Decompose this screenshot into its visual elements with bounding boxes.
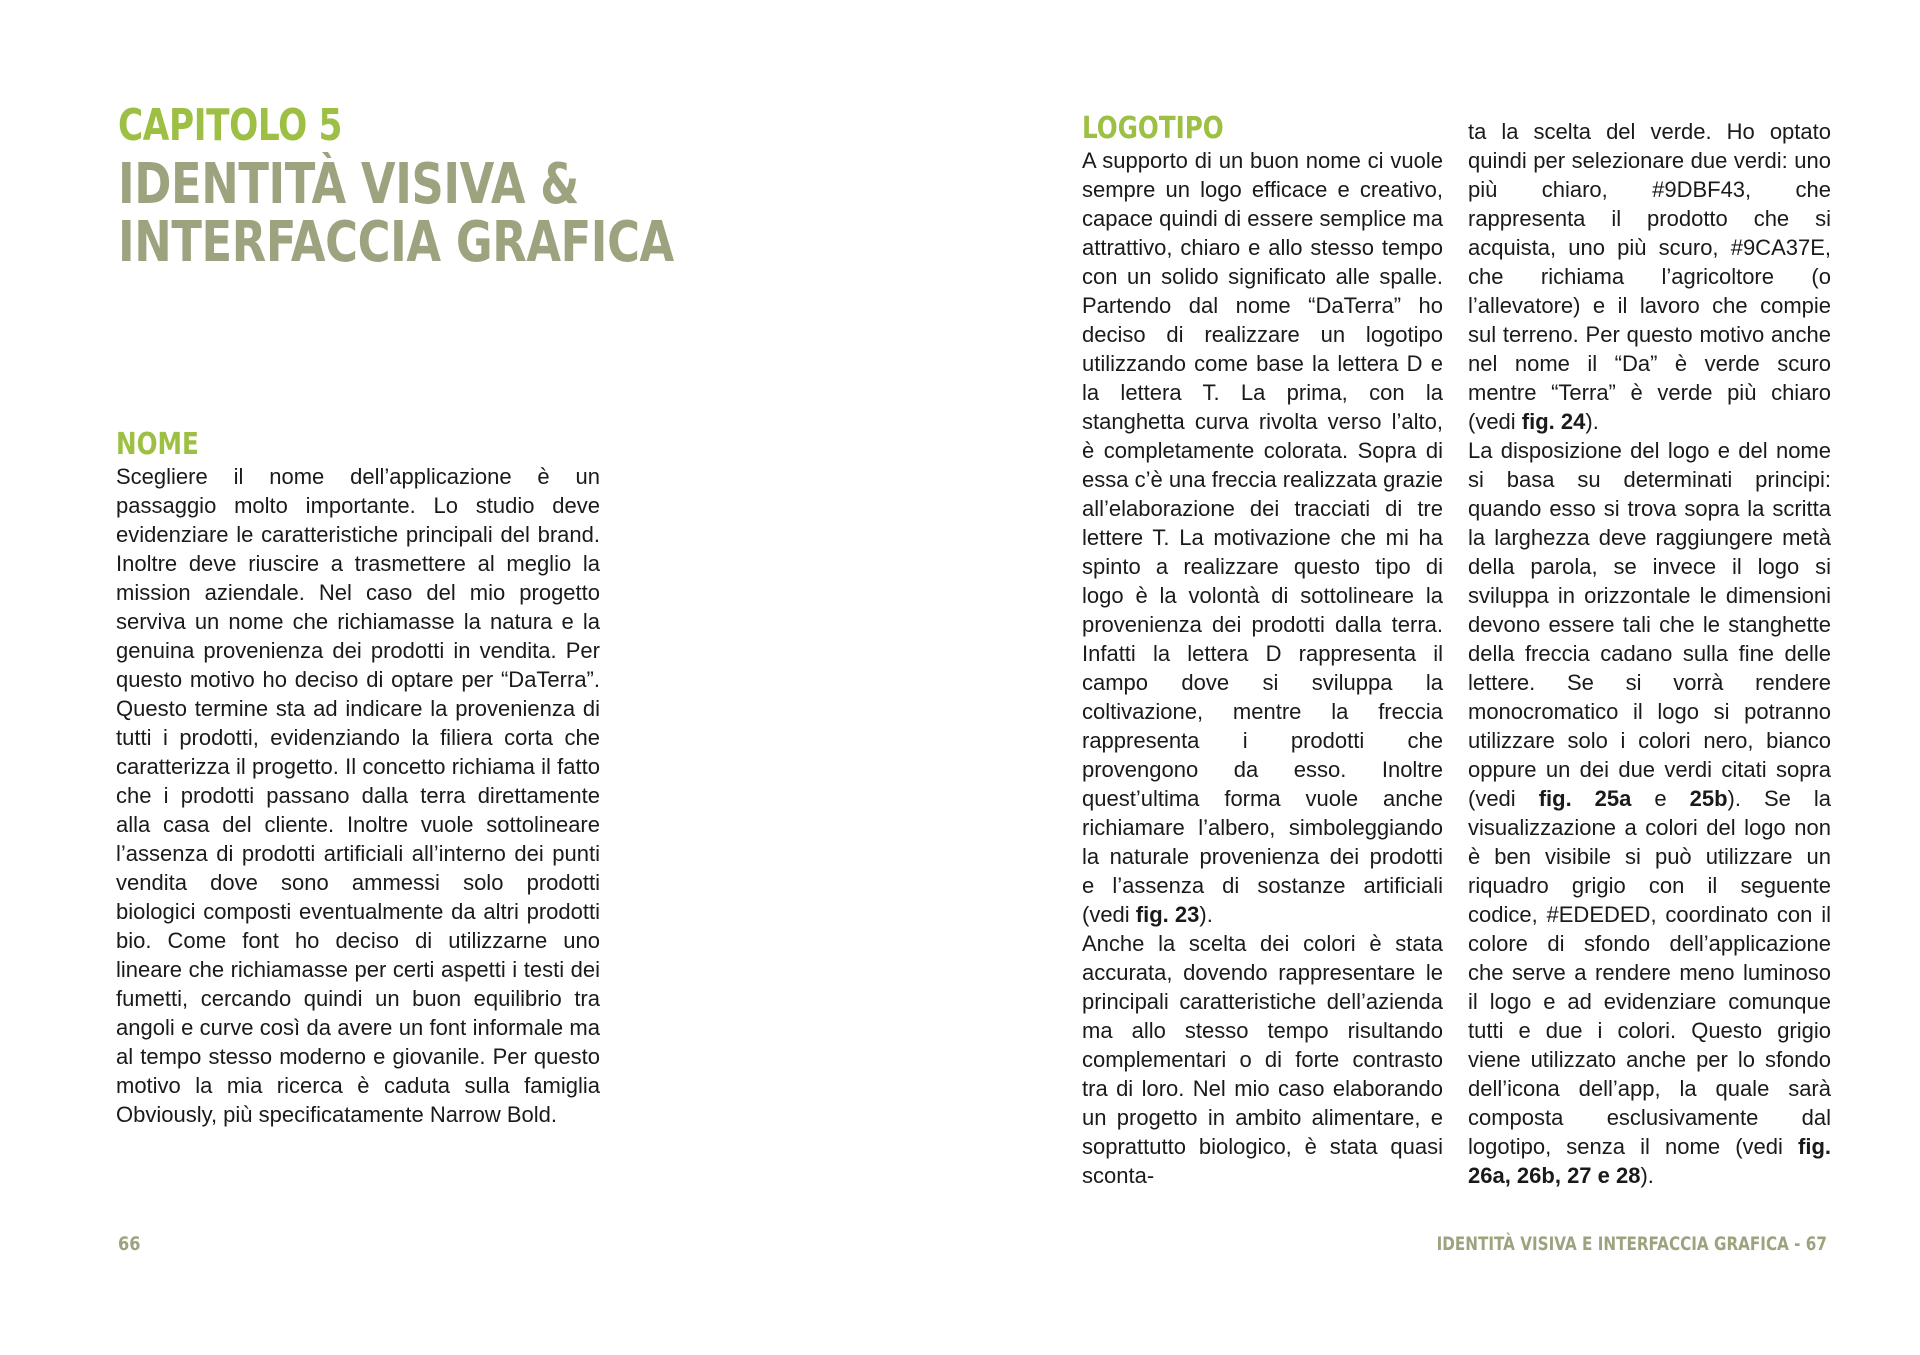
- nome-paragraph: Scegliere il nome dell’applicazione è un passaggio molto importante. Lo studio deve evidenziare le caratteristiche principali del brand. Inoltre deve riuscire a trasmettere al meglio la mission aziendale. Nel caso del mio progetto serviva un nome che richiamasse la natura e la genuina provenienza dei prodotti in vendita. Per questo motivo ho deciso di optare per “DaTerra”. Questo termine sta ad indicare la provenienza di tutti i prodotti, evidenziando la filiera corta che caratterizza il progetto. Il concetto richiama il fatto che i prodotti passano dalla terra direttamente alla casa del cliente. Inoltre vuole sottolineare l’assenza di prodotti artificiali all’interno dei punti vendita dove sono ammessi solo prodotti biologici composti eventualmente da altri prodotti bio. Come font ho deciso di utilizzarne uno lineare che richiamasse per certi aspetti i testi dei fumetti, cercando quindi un buon equilibrio tra angoli e curve così da avere un font informale ma al tempo stesso moderno e giovanile. Per questo motivo la mia ricerca è caduta sulla famiglia Obviously, più specificatamente Narrow Bold.: [116, 464, 600, 1127]
- logotipo-paragraph-4-text: La disposizione del logo e del nome si basa su determinati principi: quando esso si trova sopra la scritta la larghezza deve raggiungere metà della parola, se invece il logo si sviluppa in orizzontale le dimensioni devono essere tali che le stanghette della freccia cadano sulla fine delle lettere. Se si vorrà rendere monocromatico il logo si potranno utilizzare solo i colori nero, bianco oppure un dei due verdi citati sopra (vedi: [1468, 438, 1831, 811]
- figure-ref-24: fig. 24: [1521, 409, 1586, 434]
- logotipo-paragraph-4-end: ).: [1640, 1163, 1654, 1188]
- section-nome: [116, 428, 600, 1129]
- logotipo-column-1: [1082, 112, 1443, 1190]
- figure-ref-26-28: fig. 26a, 26b, 27 e 28: [1468, 1134, 1831, 1188]
- chapter-title-line-1: IDENTITÀ VISIVA &: [118, 152, 579, 217]
- right-page: [960, 0, 1920, 1355]
- logotipo-column-2: [1468, 117, 1831, 1190]
- figure-ref-25b: 25b: [1689, 786, 1728, 811]
- logotipo-paragraph-3: [1468, 117, 1831, 436]
- logotipo-paragraph-4-cont: ). Se la visualizzazione a colori del logo non è ben visibile si può utilizzare un riquadro grigio con il seguente codice, #EDEDED, coordinato con il colore di sfondo dell’applicazione che serve a rendere meno luminoso il logo e ad evidenziare comunque tutti e due i colori. Questo grigio viene utilizzato anche per lo sfondo dell’icona dell’app, la quale sarà composta esclusivamente dal logotipo, senza il nome (vedi: [1468, 786, 1832, 1159]
- logotipo-paragraph-1: [1082, 146, 1443, 929]
- logotipo-paragraph-3-end: ).: [1585, 409, 1599, 434]
- logotipo-paragraph-1-text: A supporto di un buon nome ci vuole sempre un logo efficace e creativo, capace quindi di essere semplice ma attrattivo, chiaro e allo stesso tempo con un solido significato alle spalle. Partendo dal nome “DaTerra” ho deciso di realizzare un logotipo utilizzando come base la lettera D e la lettera T. La prima, con la stanghetta curva rivolta verso l’alto, è completamente colorata. Sopra di essa c’è una freccia realizzata grazie all’elaborazione dei tracciati di tre lettere T. La motivazione che mi ha spinto a realizzare questo tipo di logo è la volontà di sottolineare la provenienza dei prodotti dalla terra. Infatti la lettera D rappresenta il campo dove si sviluppa la coltivazione, mentre la freccia rappresenta i prodotti che provengono da esso. Inoltre quest’ultima forma vuole anche richiamare l’albero, simboleggiando la naturale provenienza dei prodotti e l’assenza di sostanze artificiali (vedi: [1082, 148, 1443, 927]
- logotipo-paragraph-3-text: ta la scelta del verde. Ho optato quindi per selezionare due verdi: uno più chiaro, #9DBF43, che rappresenta il prodotto che si acquista, uno più scuro, #9CA37E, che richiama l’agricoltore (o l’allevatore) e il lavoro che compie sul terreno. Per questo motivo anche nel nome il “Da” è verde scuro mentre “Terra” è verde più chiaro (vedi: [1468, 119, 1831, 434]
- chapter-label: CAPITOLO 5: [118, 100, 343, 151]
- section-heading-logotipo: LOGOTIPO: [1082, 111, 1224, 146]
- chapter-title-line-2: INTERFACCIA GRAFICA: [118, 210, 674, 275]
- figure-ref-25a: fig. 25a: [1538, 786, 1632, 811]
- logotipo-paragraph-4: [1468, 436, 1831, 1190]
- section-heading-nome: NOME: [116, 427, 199, 462]
- logotipo-paragraph-1-end: ).: [1199, 902, 1213, 927]
- figure-ref-23: fig. 23: [1135, 902, 1200, 927]
- chapter-title: [118, 152, 674, 275]
- page-number-left: 66: [118, 1233, 141, 1255]
- running-footer-right: IDENTITÀ VISIVA E INTERFACCIA GRAFICA - 67: [1436, 1233, 1827, 1255]
- logotipo-paragraph-4-mid: e: [1631, 786, 1690, 811]
- logotipo-paragraph-2: Anche la scelta dei colori è stata accurata, dovendo rappresentare le principali caratteristiche dell’azienda ma allo stesso tempo risultando complementari o di forte contrasto tra di loro. Nel mio caso elaborando un progetto in ambito alimentare, e soprattutto biologico, è stata quasi sconta-: [1082, 931, 1443, 1188]
